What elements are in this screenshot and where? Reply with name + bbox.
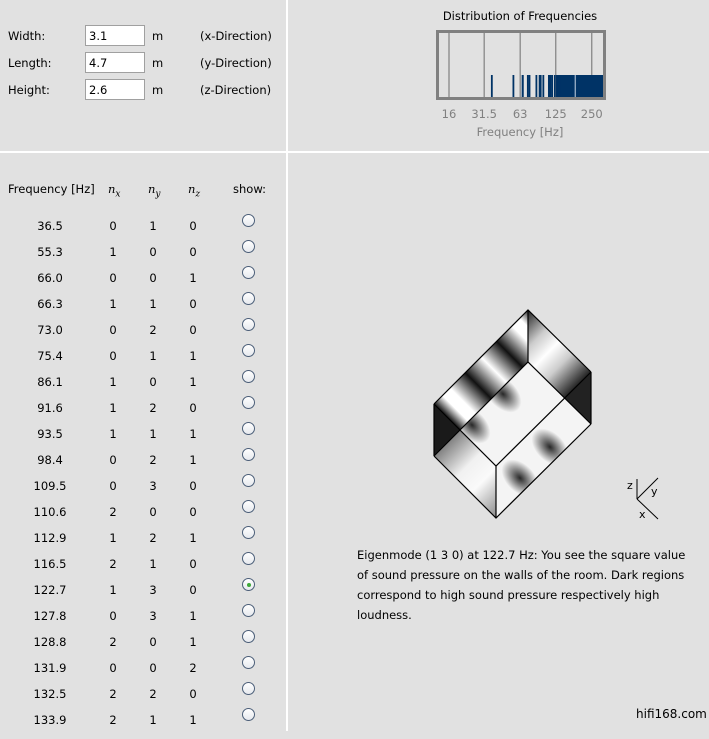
width-direction: (x-Direction) [200,29,272,43]
nz-cell: 0 [189,505,197,519]
header-nz [188,182,200,199]
length-unit: m [152,56,164,70]
histogram-gap [575,75,576,98]
nz-cell: 1 [189,271,197,285]
axis-x-label: x [639,508,646,521]
frequency-cell: 112.9 [33,531,67,545]
header-ny-base: n [148,182,156,196]
x-tick-label: 125 [544,107,567,121]
nz-cell: 0 [189,687,197,701]
width-row [0,25,286,47]
histogram-bar [551,75,553,98]
height-direction: (z-Direction) [200,83,272,97]
nz-cell: 0 [189,401,197,415]
length-label: Length: [8,56,52,70]
histogram-bar [550,75,552,98]
frequency-cell: 66.0 [37,271,63,285]
header-nx-sub: x [115,189,121,200]
nz-cell: 0 [189,297,197,311]
frequency-cell: 131.9 [33,661,67,675]
frequency-cell: 36.5 [37,219,63,233]
ny-cell: 1 [149,713,157,727]
header-nz-sub: z [195,189,201,200]
nx-cell: 1 [109,583,117,597]
height-label: Height: [8,83,50,97]
horizontal-divider [0,151,709,153]
height-input[interactable] [85,79,145,100]
nz-cell: 1 [189,453,197,467]
histogram-bar [527,75,529,98]
chart-title: Distribution of Frequencies [442,9,598,23]
show-mode-radio[interactable] [242,448,255,461]
footer-watermark: hifi168.com [636,707,707,721]
ny-cell: 3 [149,479,157,493]
histogram-bar [542,75,544,98]
histogram-bar [522,75,524,98]
nx-cell: 0 [109,453,117,467]
show-mode-radio[interactable] [242,422,255,435]
ny-cell: 0 [149,375,157,389]
room-mode-visualization [420,300,620,530]
frequency-cell: 73.0 [37,323,63,337]
nx-cell: 2 [109,687,117,701]
histogram-bar [491,75,493,98]
ny-cell: 2 [149,531,157,545]
show-mode-radio[interactable] [242,708,255,721]
length-direction: (y-Direction) [200,56,272,70]
show-mode-radio[interactable] [242,292,255,305]
nz-cell: 1 [189,713,197,727]
nx-cell: 1 [109,375,117,389]
ny-cell: 0 [149,635,157,649]
histogram-bar [529,75,531,98]
frequency-cell: 75.4 [37,349,63,363]
nx-cell: 0 [109,479,117,493]
frequency-cell: 109.5 [33,479,67,493]
x-tick-label: 63 [512,107,528,121]
nz-cell: 1 [189,635,197,649]
nz-cell: 1 [189,427,197,441]
show-mode-radio[interactable] [242,370,255,383]
header-nx [108,182,121,199]
show-mode-radio[interactable] [242,266,255,279]
ny-cell: 0 [149,505,157,519]
frequency-cell: 93.5 [37,427,63,441]
nz-cell: 0 [189,583,197,597]
height-unit: m [152,83,164,97]
show-mode-radio[interactable] [242,396,255,409]
show-mode-radio[interactable] [242,318,255,331]
frequency-cell: 132.5 [33,687,67,701]
show-mode-radio[interactable] [242,214,255,227]
frequency-cell: 98.4 [37,453,63,467]
nx-cell: 2 [109,635,117,649]
x-tick-label: 16 [441,107,457,121]
histogram-bar [536,75,538,98]
ny-cell: 1 [149,297,157,311]
ny-cell: 3 [149,583,157,597]
histogram-bar [558,75,560,98]
mode-description: Eigenmode (1 3 0) at 122.7 Hz: You see the square value of sound pressure on the walls of the room. Dark regions correspond to high sound pressure respectively high loudness. [357,548,686,622]
show-mode-radio[interactable] [242,344,255,357]
axis-y-label: y [651,485,658,498]
nz-cell: 0 [189,479,197,493]
header-show: show: [233,182,266,196]
nx-cell: 0 [109,271,117,285]
ny-cell: 0 [149,661,157,675]
height-row [0,79,286,101]
nx-cell: 1 [109,297,117,311]
histogram-plot [436,30,606,100]
nz-cell: 1 [189,349,197,363]
nz-cell: 1 [189,531,197,545]
header-nx-base: n [108,182,116,196]
frequency-cell: 86.1 [37,375,63,389]
header-ny [148,182,161,199]
ny-cell: 1 [149,219,157,233]
show-mode-radio[interactable] [242,552,255,565]
nx-cell: 0 [109,661,117,675]
nx-cell: 2 [109,505,117,519]
frequency-cell: 91.6 [37,401,63,415]
ny-cell: 0 [149,245,157,259]
histogram-bar [513,75,515,98]
histogram-bar [554,75,556,98]
header-frequency: Frequency [Hz] [8,182,95,196]
show-mode-radio[interactable] [242,656,255,669]
nx-cell: 0 [109,219,117,233]
axis-z-label: z [627,479,633,492]
ny-cell: 2 [149,401,157,415]
header-ny-sub: y [155,189,161,200]
nx-cell: 2 [109,557,117,571]
nx-cell: 1 [109,245,117,259]
ny-cell: 2 [149,453,157,467]
histogram-dense-band [558,75,604,98]
x-tick-label: 31.5 [471,107,497,121]
nx-cell: 0 [109,349,117,363]
chart-xlabel: Frequency [Hz] [476,125,564,139]
show-mode-radio[interactable] [242,604,255,617]
axes-indicator [620,470,670,525]
ny-cell: 3 [149,609,157,623]
frequency-cell: 133.9 [33,713,67,727]
vertical-divider [286,0,288,731]
ny-cell: 2 [149,687,157,701]
length-input[interactable] [85,52,145,73]
show-mode-radio[interactable] [242,240,255,253]
nz-cell: 0 [189,557,197,571]
show-mode-radio[interactable] [242,526,255,539]
show-mode-radio[interactable] [242,630,255,643]
header-nz-base: n [188,182,196,196]
frequency-cell: 122.7 [33,583,67,597]
nx-cell: 0 [109,609,117,623]
show-mode-radio[interactable] [242,474,255,487]
nz-cell: 1 [189,375,197,389]
show-mode-radio[interactable] [242,578,255,591]
ny-cell: 1 [149,427,157,441]
ny-cell: 1 [149,557,157,571]
ny-cell: 1 [149,349,157,363]
ny-cell: 0 [149,271,157,285]
ny-cell: 2 [149,323,157,337]
width-input[interactable] [85,25,145,46]
nx-cell: 0 [109,323,117,337]
nx-cell: 1 [109,401,117,415]
show-mode-radio[interactable] [242,682,255,695]
width-label: Width: [8,29,46,43]
width-unit: m [152,29,164,43]
nx-cell: 2 [109,713,117,727]
show-mode-radio[interactable] [242,500,255,513]
nx-cell: 1 [109,531,117,545]
nz-cell: 0 [189,323,197,337]
x-tick-label: 250 [580,107,603,121]
frequency-cell: 127.8 [33,609,67,623]
nz-cell: 0 [189,245,197,259]
nx-cell: 1 [109,427,117,441]
frequency-cell: 110.6 [33,505,67,519]
table-row [0,713,286,739]
frequency-cell: 66.3 [37,297,63,311]
nz-cell: 1 [189,609,197,623]
length-row [0,52,286,74]
frequency-cell: 128.8 [33,635,67,649]
nz-cell: 0 [189,219,197,233]
frequency-cell: 55.3 [37,245,63,259]
frequency-cell: 116.5 [33,557,67,571]
histogram-bar [540,75,542,98]
nz-cell: 2 [189,661,197,675]
